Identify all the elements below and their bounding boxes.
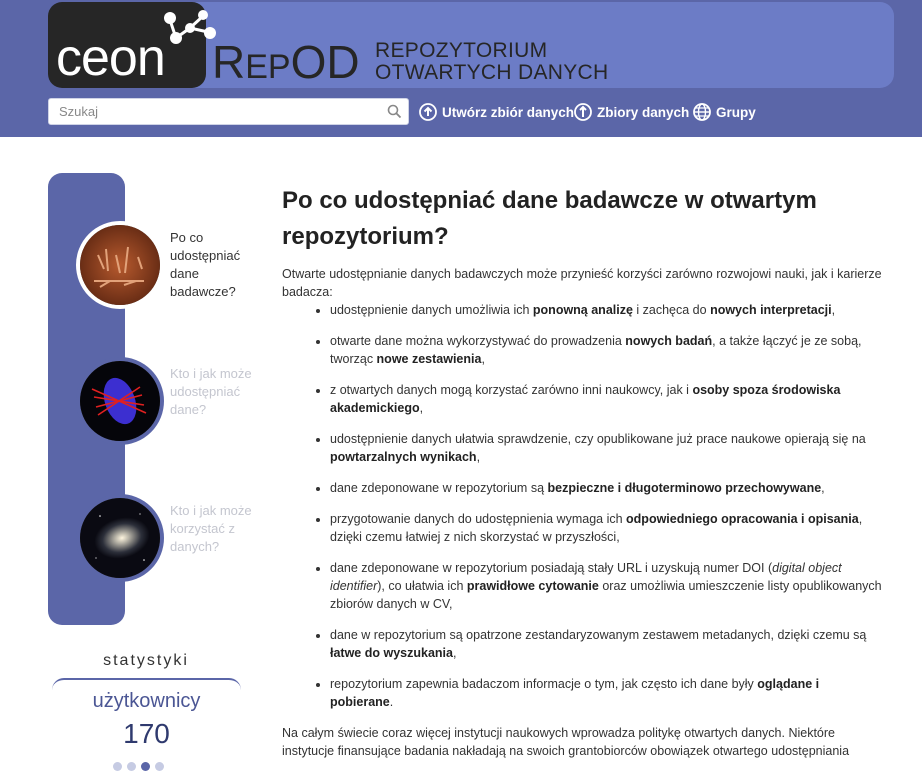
ceon-logo[interactable] xyxy=(48,2,206,88)
text: , a także łączyć je ze sobą, tworząc xyxy=(330,334,862,366)
article-intro: Otwarte udostępnianie danych badawczych może przynieść korzyści zarówno rozwojowi nauki, jak i karierze badacza: xyxy=(282,267,882,299)
page-body xyxy=(0,137,922,772)
text: . xyxy=(389,695,394,709)
search-icon[interactable] xyxy=(387,104,402,119)
bold-text: łatwe do wyszukania xyxy=(330,646,453,660)
repod-wordmark[interactable] xyxy=(212,36,360,100)
sidebar-thumbnail-cell xyxy=(76,357,164,445)
globe-icon xyxy=(693,103,711,121)
page-title: Po co udostępniać dane badawcze w otwartym repozytorium? xyxy=(282,187,817,250)
bold-text: powtarzalnych wynikach xyxy=(330,450,477,464)
text: , xyxy=(419,401,424,415)
list-item xyxy=(330,332,882,368)
sidebar-item-why-share[interactable] xyxy=(76,221,266,313)
sidebar-item-label: Kto i jak może udostępniać dane? xyxy=(170,366,252,417)
stats-title: statystyki xyxy=(103,652,189,669)
datasets-link[interactable] xyxy=(574,102,689,122)
list-item xyxy=(330,626,882,662)
stats-carousel-dots xyxy=(113,762,164,771)
site-header xyxy=(0,0,922,137)
list-item xyxy=(330,675,882,711)
text: , xyxy=(476,450,481,464)
datasets-label: Zbiory danych xyxy=(597,104,690,120)
tagline-line1: REPOZYTORIUM xyxy=(375,39,548,62)
bold-text: osoby spoza środowiska akademickiego xyxy=(330,383,841,415)
italic-text: digital object identifier xyxy=(330,561,842,593)
text: oraz umożliwia umieszczenie listy opublikowanych zbiorów danych w CV, xyxy=(330,579,882,611)
text: , dzięki czemu łatwiej z nich skorzystać w przyszłości, xyxy=(330,512,863,544)
text: , xyxy=(821,481,825,495)
article-outro: Na całym świecie coraz więcej instytucji naukowych wprowadza politykę otwartych danych. Niektóre instytucje finansujące badania nakładają na swoich grantobiorców obowiązek otwartego udostępniania xyxy=(282,726,850,758)
bold-text: oglądane i pobierane xyxy=(330,677,820,709)
bold-text: nowych interpretacji xyxy=(710,303,832,317)
article xyxy=(282,183,882,760)
text: udostępnienie danych ułatwia sprawdzenie, czy opublikowane już prace naukowe opierają się na xyxy=(330,432,866,446)
bold-text: ponowną analizę xyxy=(532,303,633,317)
stats-value: 170 xyxy=(123,718,170,749)
sidebar-item-who-can-use[interactable] xyxy=(76,494,266,586)
list-item xyxy=(330,510,882,546)
site-tagline xyxy=(375,40,608,84)
text: dane zdeponowane w repozytorium są xyxy=(330,481,548,495)
list-item xyxy=(330,301,882,319)
text: repozytorium zapewnia badaczom informacje o tym, jak często ich dane były xyxy=(330,677,758,691)
bold-text: odpowiedniego opracowania i opisania xyxy=(626,512,859,526)
search-box xyxy=(48,98,409,125)
brand-ep: EP xyxy=(245,48,291,86)
list-item xyxy=(330,559,882,613)
create-dataset-label: Utwórz zbiór danych xyxy=(442,104,575,120)
bold-text: nowe zestawienia xyxy=(376,352,482,366)
bold-text: nowych badań xyxy=(625,334,713,348)
text: z otwartych danych mogą korzystać zarówno inni naukowcy, jak i xyxy=(330,383,693,397)
sidebar-item-label: Kto i jak może korzystać z danych? xyxy=(170,503,252,554)
groups-link[interactable] xyxy=(693,102,756,122)
list-item xyxy=(330,479,882,497)
carousel-dot[interactable] xyxy=(113,762,122,771)
text: udostępnienie danych umożliwia ich xyxy=(330,303,533,317)
text: dane w repozytorium są opatrzone zestandaryzowanym zestawem metadanych, dzięki czemu są xyxy=(330,628,867,642)
text: i zachęca do xyxy=(632,303,711,317)
benefits-list xyxy=(282,301,882,711)
logo-wordmark: ceon xyxy=(56,29,165,87)
carousel-dot[interactable] xyxy=(127,762,136,771)
carousel-dot[interactable] xyxy=(155,762,164,771)
brand-r: R xyxy=(212,36,246,88)
sidebar-item-who-can-share[interactable] xyxy=(76,357,266,449)
groups-label: Grupy xyxy=(716,104,756,120)
text: otwarte dane można wykorzystywać do prowadzenia xyxy=(330,334,626,348)
stats-label: użytkownicy xyxy=(92,690,201,712)
list-item xyxy=(330,430,882,466)
bold-text: bezpieczne i długoterminowo przechowywane xyxy=(547,481,822,495)
sidebar-thumbnail-rock-art xyxy=(76,221,164,309)
text: , xyxy=(831,303,836,317)
sidebar-thumbnail-galaxy xyxy=(76,494,164,582)
upload-icon xyxy=(419,103,437,121)
text: , xyxy=(481,352,485,366)
brand-od: OD xyxy=(290,36,360,88)
dataset-icon xyxy=(574,103,592,121)
bold-text: prawidłowe cytowanie xyxy=(466,579,599,593)
search-input[interactable] xyxy=(49,99,379,124)
text: ), co ułatwia ich xyxy=(377,579,467,593)
list-item xyxy=(330,381,882,417)
text: , xyxy=(452,646,457,660)
tagline-line2: OTWARTYCH DANYCH xyxy=(375,61,609,84)
create-dataset-link[interactable] xyxy=(419,102,574,122)
sidebar-item-label: Po co udostępniać dane badawcze? xyxy=(170,230,241,299)
text: dane zdeponowane w repozytorium posiadają stały URL i uzyskują numer DOI ( xyxy=(330,561,773,575)
carousel-dot-active[interactable] xyxy=(141,762,150,771)
text: przygotowanie danych do udostępnienia wymaga ich xyxy=(330,512,627,526)
